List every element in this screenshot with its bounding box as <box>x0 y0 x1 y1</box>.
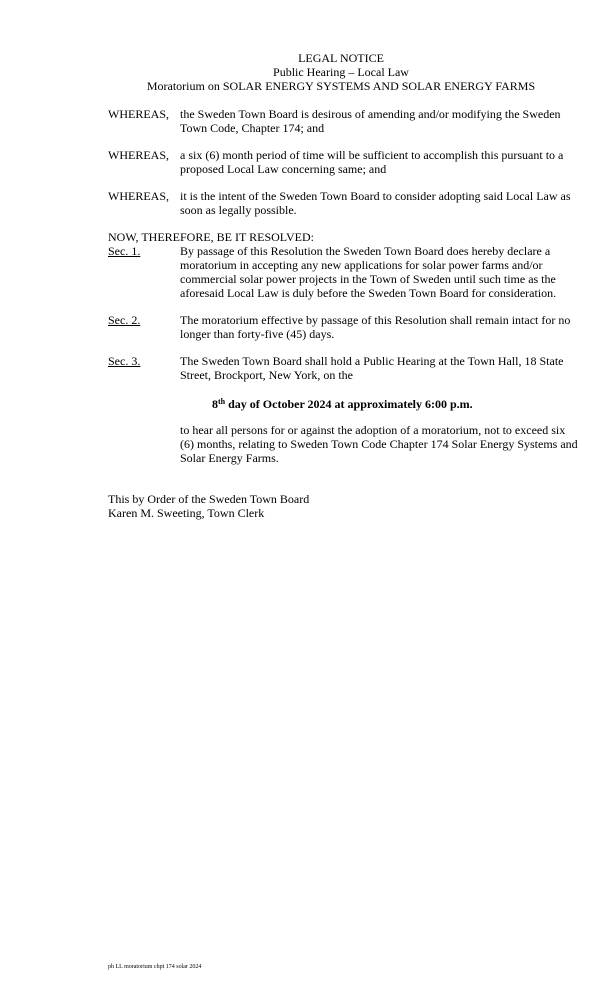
hearing-purpose-text: to hear all persons for or against the adoption of a moratorium, not to exceed six (6) months, relating to Sweden Town Code Chapter 174 Solar Energy Systems and Solar Energy Farms. <box>180 423 578 465</box>
signature-order-line: This by Order of the Sweden Town Board <box>108 492 310 506</box>
section-text: The moratorium effective by passage of this Resolution shall remain intact for no longer than forty-five (45) days. <box>180 313 571 341</box>
whereas-label: WHEREAS, <box>108 189 169 203</box>
file-reference-footer: ph LL moratorium chpt 174 solar 2024 <box>108 964 202 970</box>
section-label: Sec. 2. <box>108 313 141 327</box>
notice-header <box>0 51 612 93</box>
signature-block <box>108 492 309 520</box>
whereas-text: a six (6) month period of time will be sufficient to accomplish this pursuant to a proposed Local Law concerning same; and <box>180 148 564 176</box>
hearing-date-rest: day of October 2024 at approximately 6:00 p.m. <box>225 397 473 411</box>
whereas-text: the Sweden Town Board is desirous of amending and/or modifying the Sweden Town Code, Chapter 174; and <box>180 107 561 135</box>
hearing-day: 8 <box>212 397 218 411</box>
hearing-day-suffix: th <box>218 397 226 406</box>
whereas-label: WHEREAS, <box>108 148 169 162</box>
signature-clerk-line: Karen M. Sweeting, Town Clerk <box>108 506 265 520</box>
notice-subtitle: Public Hearing – Local Law <box>273 65 409 79</box>
section-text: The Sweden Town Board shall hold a Public Hearing at the Town Hall, 18 State Street, Brockport, New York, on the <box>180 354 564 382</box>
notice-title: LEGAL NOTICE <box>298 51 384 65</box>
section-label: Sec. 3. <box>108 354 141 368</box>
notice-topic: Moratorium on SOLAR ENERGY SYSTEMS AND SOLAR ENERGY FARMS <box>146 79 536 93</box>
whereas-label: WHEREAS, <box>108 107 169 121</box>
section-text: By passage of this Resolution the Sweden Town Board does hereby declare a moratorium in accepting any new applications for solar power farms and/or commercial solar power projects in the Town of Sweden until such time as the aforesaid Local Law is duly before the Sweden Town Board for consideration. <box>180 244 557 300</box>
section-label: Sec. 1. <box>108 244 141 258</box>
hearing-date <box>212 397 473 411</box>
whereas-text: it is the intent of the Sweden Town Board to consider adopting said Local Law as soon as legally possible. <box>180 189 571 217</box>
resolved-heading: NOW, THEREFORE, BE IT RESOLVED: <box>108 230 315 244</box>
